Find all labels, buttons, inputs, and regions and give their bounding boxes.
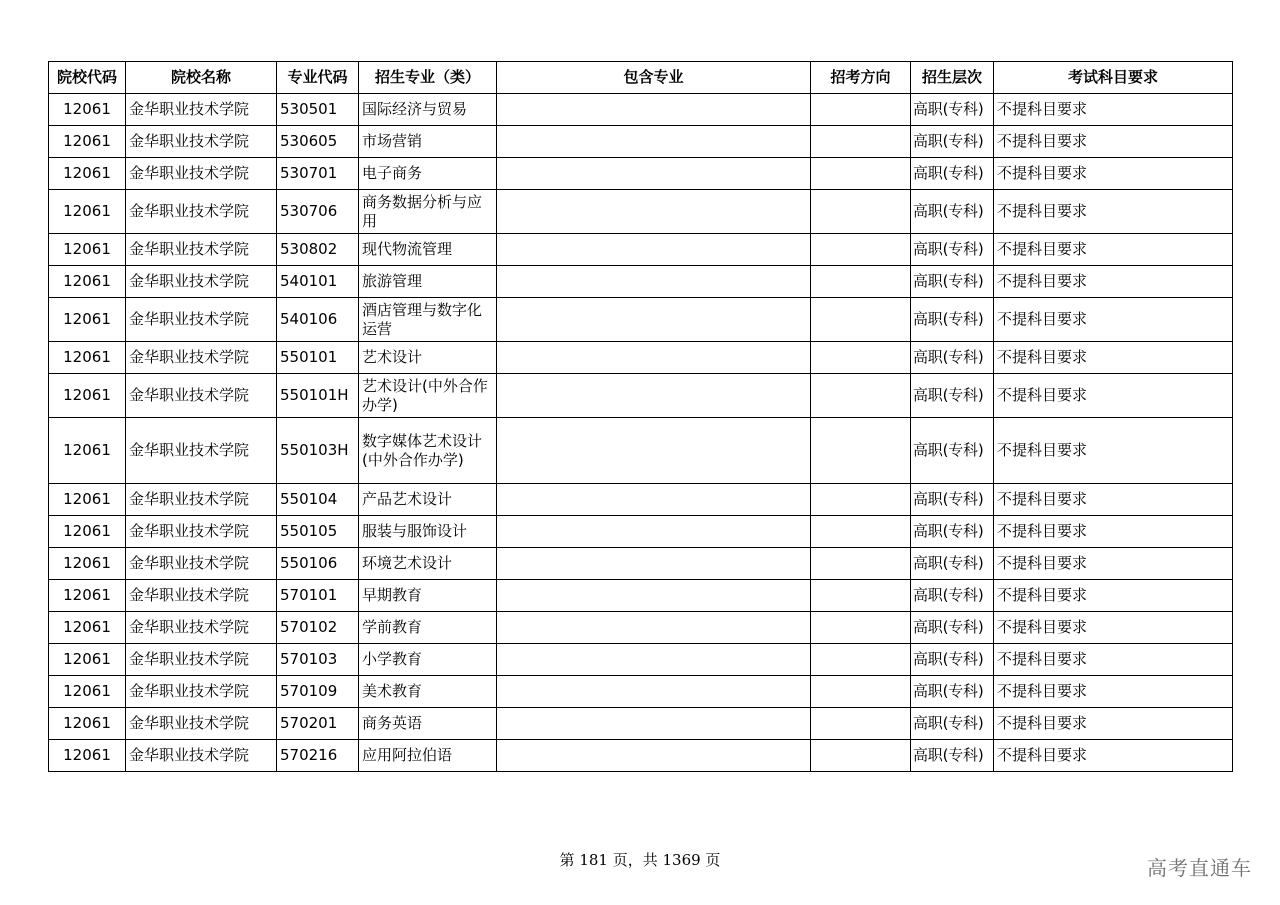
cell-school-name: 金华职业技术学院 <box>126 158 277 190</box>
watermark: 高考直通车 <box>1147 856 1252 880</box>
cell-included-majors <box>497 740 811 772</box>
cell-direction <box>811 676 911 708</box>
cell-school-code: 12061 <box>49 580 126 612</box>
cell-major-code: 550101H <box>277 374 359 418</box>
table-row <box>49 298 1233 342</box>
cell-direction <box>811 580 911 612</box>
cell-level: 高职(专科) <box>911 612 994 644</box>
cell-subject-requirement: 不提科目要求 <box>994 94 1233 126</box>
cell-included-majors <box>497 190 811 234</box>
header-included-majors: 包含专业 <box>497 62 811 94</box>
cell-school-code: 12061 <box>49 342 126 374</box>
cell-level: 高职(专科) <box>911 740 994 772</box>
cell-direction <box>811 708 911 740</box>
cell-major-code: 540101 <box>277 266 359 298</box>
table-row <box>49 708 1233 740</box>
cell-subject-requirement: 不提科目要求 <box>994 676 1233 708</box>
cell-included-majors <box>497 298 811 342</box>
table-row <box>49 418 1233 484</box>
cell-level: 高职(专科) <box>911 266 994 298</box>
cell-major-code: 530706 <box>277 190 359 234</box>
cell-subject-requirement: 不提科目要求 <box>994 342 1233 374</box>
cell-school-name: 金华职业技术学院 <box>126 298 277 342</box>
cell-major: 旅游管理 <box>359 266 497 298</box>
cell-level: 高职(专科) <box>911 374 994 418</box>
cell-school-name: 金华职业技术学院 <box>126 126 277 158</box>
cell-level: 高职(专科) <box>911 484 994 516</box>
cell-major-code: 570109 <box>277 676 359 708</box>
cell-direction <box>811 298 911 342</box>
cell-school-code: 12061 <box>49 708 126 740</box>
cell-major: 电子商务 <box>359 158 497 190</box>
header-school-code: 院校代码 <box>49 62 126 94</box>
cell-direction <box>811 126 911 158</box>
cell-included-majors <box>497 266 811 298</box>
cell-level: 高职(专科) <box>911 418 994 484</box>
cell-included-majors <box>497 126 811 158</box>
table-row <box>49 126 1233 158</box>
cell-major-code: 570201 <box>277 708 359 740</box>
cell-school-name: 金华职业技术学院 <box>126 644 277 676</box>
table-body <box>49 94 1233 772</box>
cell-school-name: 金华职业技术学院 <box>126 94 277 126</box>
cell-school-code: 12061 <box>49 676 126 708</box>
admissions-table <box>48 61 1233 772</box>
cell-direction <box>811 516 911 548</box>
cell-school-name: 金华职业技术学院 <box>126 266 277 298</box>
cell-major-code: 530605 <box>277 126 359 158</box>
cell-major-code: 550101 <box>277 342 359 374</box>
cell-level: 高职(专科) <box>911 298 994 342</box>
table-row <box>49 580 1233 612</box>
cell-school-name: 金华职业技术学院 <box>126 342 277 374</box>
cell-major: 环境艺术设计 <box>359 548 497 580</box>
cell-major: 酒店管理与数字化运营 <box>359 298 497 342</box>
cell-school-code: 12061 <box>49 234 126 266</box>
table-row <box>49 612 1233 644</box>
table-row <box>49 190 1233 234</box>
cell-school-code: 12061 <box>49 516 126 548</box>
cell-major-code: 540106 <box>277 298 359 342</box>
cell-level: 高职(专科) <box>911 190 994 234</box>
table-row <box>49 266 1233 298</box>
cell-school-code: 12061 <box>49 158 126 190</box>
table-row <box>49 644 1233 676</box>
cell-school-name: 金华职业技术学院 <box>126 612 277 644</box>
table-row <box>49 740 1233 772</box>
cell-level: 高职(专科) <box>911 234 994 266</box>
cell-major: 艺术设计(中外合作办学) <box>359 374 497 418</box>
cell-major: 应用阿拉伯语 <box>359 740 497 772</box>
cell-school-name: 金华职业技术学院 <box>126 516 277 548</box>
cell-school-name: 金华职业技术学院 <box>126 740 277 772</box>
cell-subject-requirement: 不提科目要求 <box>994 644 1233 676</box>
cell-school-name: 金华职业技术学院 <box>126 676 277 708</box>
cell-school-code: 12061 <box>49 418 126 484</box>
cell-level: 高职(专科) <box>911 342 994 374</box>
cell-major-code: 550106 <box>277 548 359 580</box>
cell-major-code: 550104 <box>277 484 359 516</box>
cell-major: 服装与服饰设计 <box>359 516 497 548</box>
table-row <box>49 484 1233 516</box>
header-direction: 招考方向 <box>811 62 911 94</box>
cell-subject-requirement: 不提科目要求 <box>994 708 1233 740</box>
table-row <box>49 676 1233 708</box>
cell-school-code: 12061 <box>49 644 126 676</box>
cell-direction <box>811 158 911 190</box>
cell-major-code: 570102 <box>277 612 359 644</box>
table-row <box>49 516 1233 548</box>
header-major-code: 专业代码 <box>277 62 359 94</box>
cell-school-name: 金华职业技术学院 <box>126 708 277 740</box>
table-row <box>49 548 1233 580</box>
cell-major-code: 530701 <box>277 158 359 190</box>
cell-subject-requirement: 不提科目要求 <box>994 234 1233 266</box>
cell-subject-requirement: 不提科目要求 <box>994 126 1233 158</box>
cell-school-code: 12061 <box>49 484 126 516</box>
cell-school-name: 金华职业技术学院 <box>126 580 277 612</box>
cell-major-code: 570103 <box>277 644 359 676</box>
page-number: 第 181 页，共 1369 页 <box>559 851 721 869</box>
cell-included-majors <box>497 644 811 676</box>
cell-included-majors <box>497 484 811 516</box>
cell-school-code: 12061 <box>49 374 126 418</box>
cell-included-majors <box>497 548 811 580</box>
cell-direction <box>811 644 911 676</box>
cell-school-name: 金华职业技术学院 <box>126 374 277 418</box>
cell-major-code: 530802 <box>277 234 359 266</box>
cell-subject-requirement: 不提科目要求 <box>994 740 1233 772</box>
cell-included-majors <box>497 418 811 484</box>
cell-level: 高职(专科) <box>911 708 994 740</box>
cell-included-majors <box>497 158 811 190</box>
cell-included-majors <box>497 342 811 374</box>
cell-level: 高职(专科) <box>911 644 994 676</box>
cell-included-majors <box>497 374 811 418</box>
cell-school-code: 12061 <box>49 126 126 158</box>
table-row <box>49 342 1233 374</box>
header-level: 招生层次 <box>911 62 994 94</box>
cell-included-majors <box>497 676 811 708</box>
cell-level: 高职(专科) <box>911 94 994 126</box>
cell-level: 高职(专科) <box>911 548 994 580</box>
cell-direction <box>811 266 911 298</box>
cell-subject-requirement: 不提科目要求 <box>994 516 1233 548</box>
cell-major-code: 550103H <box>277 418 359 484</box>
cell-level: 高职(专科) <box>911 676 994 708</box>
cell-major-code: 530501 <box>277 94 359 126</box>
cell-school-code: 12061 <box>49 548 126 580</box>
cell-direction <box>811 612 911 644</box>
cell-direction <box>811 374 911 418</box>
cell-level: 高职(专科) <box>911 126 994 158</box>
cell-subject-requirement: 不提科目要求 <box>994 580 1233 612</box>
cell-school-code: 12061 <box>49 298 126 342</box>
cell-included-majors <box>497 94 811 126</box>
cell-school-name: 金华职业技术学院 <box>126 484 277 516</box>
cell-major: 市场营销 <box>359 126 497 158</box>
cell-direction <box>811 94 911 126</box>
cell-direction <box>811 418 911 484</box>
cell-major: 现代物流管理 <box>359 234 497 266</box>
cell-direction <box>811 740 911 772</box>
cell-major: 艺术设计 <box>359 342 497 374</box>
cell-major-code: 570216 <box>277 740 359 772</box>
cell-school-code: 12061 <box>49 740 126 772</box>
cell-school-name: 金华职业技术学院 <box>126 190 277 234</box>
cell-subject-requirement: 不提科目要求 <box>994 158 1233 190</box>
cell-school-name: 金华职业技术学院 <box>126 548 277 580</box>
cell-subject-requirement: 不提科目要求 <box>994 298 1233 342</box>
cell-direction <box>811 190 911 234</box>
cell-school-code: 12061 <box>49 190 126 234</box>
cell-school-code: 12061 <box>49 266 126 298</box>
cell-direction <box>811 342 911 374</box>
cell-direction <box>811 234 911 266</box>
table-row <box>49 94 1233 126</box>
cell-subject-requirement: 不提科目要求 <box>994 484 1233 516</box>
cell-school-name: 金华职业技术学院 <box>126 234 277 266</box>
cell-included-majors <box>497 612 811 644</box>
cell-major: 商务数据分析与应用 <box>359 190 497 234</box>
cell-major: 国际经济与贸易 <box>359 94 497 126</box>
cell-included-majors <box>497 708 811 740</box>
cell-major: 商务英语 <box>359 708 497 740</box>
cell-included-majors <box>497 516 811 548</box>
cell-major: 产品艺术设计 <box>359 484 497 516</box>
cell-school-code: 12061 <box>49 612 126 644</box>
cell-school-name: 金华职业技术学院 <box>126 418 277 484</box>
cell-included-majors <box>497 234 811 266</box>
cell-subject-requirement: 不提科目要求 <box>994 548 1233 580</box>
cell-major: 小学教育 <box>359 644 497 676</box>
cell-included-majors <box>497 580 811 612</box>
cell-direction <box>811 548 911 580</box>
table-row <box>49 374 1233 418</box>
table-row <box>49 234 1233 266</box>
cell-major-code: 570101 <box>277 580 359 612</box>
cell-subject-requirement: 不提科目要求 <box>994 612 1233 644</box>
cell-major: 美术教育 <box>359 676 497 708</box>
table-header-row <box>49 62 1233 94</box>
cell-subject-requirement: 不提科目要求 <box>994 418 1233 484</box>
cell-major-code: 550105 <box>277 516 359 548</box>
cell-subject-requirement: 不提科目要求 <box>994 374 1233 418</box>
header-school-name: 院校名称 <box>126 62 277 94</box>
cell-subject-requirement: 不提科目要求 <box>994 266 1233 298</box>
header-major: 招生专业（类） <box>359 62 497 94</box>
cell-level: 高职(专科) <box>911 580 994 612</box>
header-subject-requirement: 考试科目要求 <box>994 62 1233 94</box>
cell-school-code: 12061 <box>49 94 126 126</box>
table-row <box>49 158 1233 190</box>
cell-major: 早期教育 <box>359 580 497 612</box>
cell-major: 数字媒体艺术设计(中外合作办学) <box>359 418 497 484</box>
cell-major: 学前教育 <box>359 612 497 644</box>
cell-level: 高职(专科) <box>911 516 994 548</box>
cell-subject-requirement: 不提科目要求 <box>994 190 1233 234</box>
cell-level: 高职(专科) <box>911 158 994 190</box>
cell-direction <box>811 484 911 516</box>
